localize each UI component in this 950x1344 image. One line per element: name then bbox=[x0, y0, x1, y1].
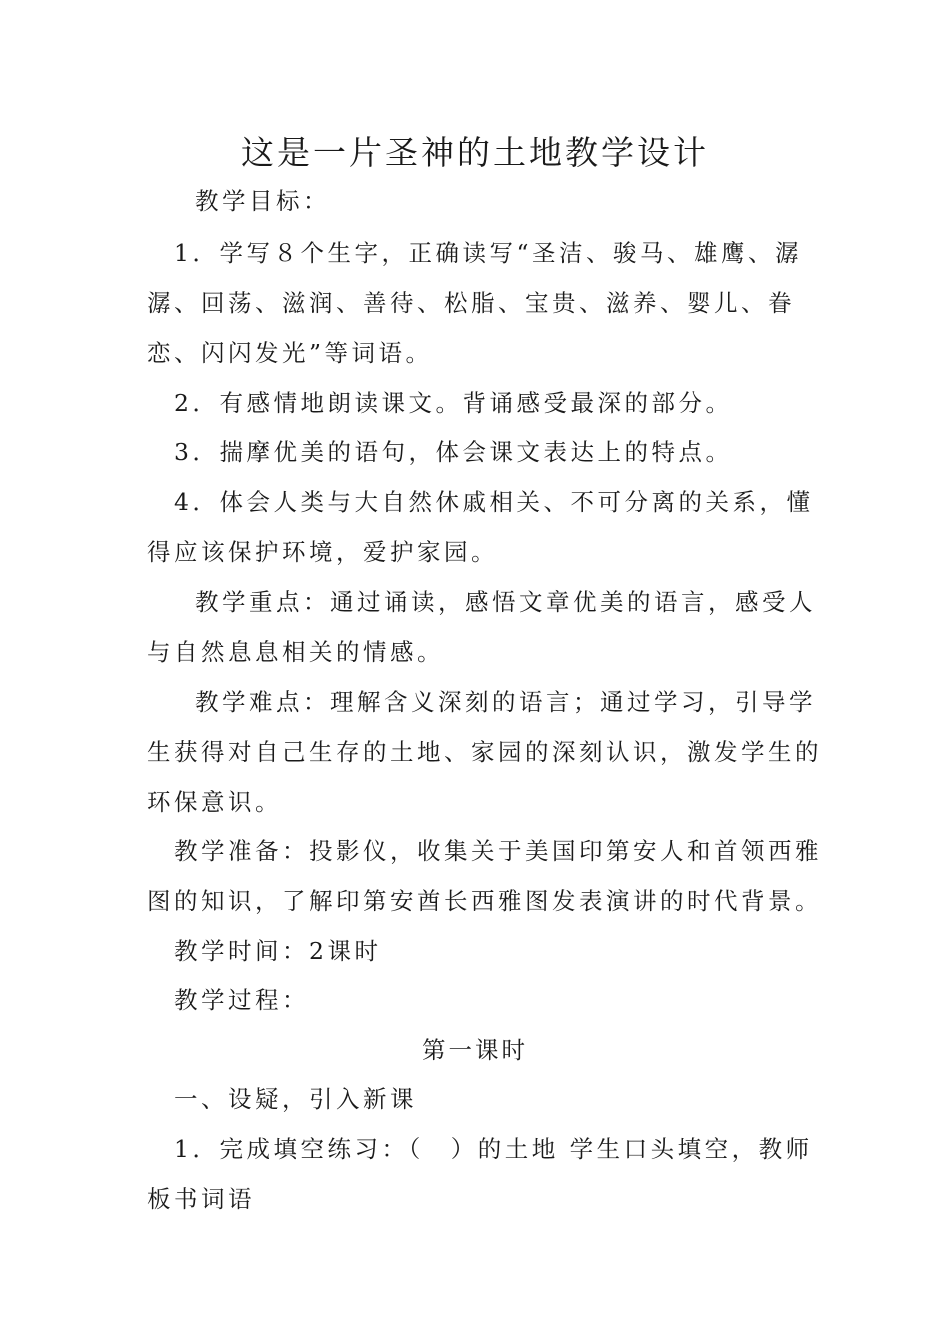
key-points: 教学重点：通过诵读，感悟文章优美的语言，感受人与自然息息相关的情感。 bbox=[147, 588, 816, 666]
teaching-time: 教学时间：2课时 bbox=[174, 937, 382, 965]
section-1-heading: 一、设疑，引入新课 bbox=[174, 1085, 417, 1113]
objective-2: 2．有感情地朗读课文。背诵感受最深的部分。 bbox=[174, 389, 733, 417]
objectives-heading: 教学目标： bbox=[195, 187, 330, 215]
step-1: 1．完成填空练习：（ ）的土地 学生口头填空，教师板书词语 bbox=[147, 1135, 813, 1213]
document-title: 这是一片圣神的土地教学设计 bbox=[241, 133, 709, 172]
difficulties: 教学难点：理解含义深刻的语言；通过学习，引导学生获得对自己生存的土地、家园的深刻认识，激发学生的环保意识。 bbox=[147, 688, 822, 816]
objective-3: 3．揣摩优美的语句，体会课文表达上的特点。 bbox=[174, 438, 733, 466]
process-heading: 教学过程： bbox=[174, 986, 309, 1014]
lesson-heading: 第一课时 bbox=[422, 1036, 528, 1064]
objective-4: 4．体会人类与大自然休戚相关、不可分离的关系，懂得应该保护环境，爱护家园。 bbox=[147, 488, 814, 566]
preparation: 教学准备：投影仪，收集关于美国印第安人和首领西雅图的知识，了解印第安酋长西雅图发表演讲的时代背景。 bbox=[147, 837, 822, 915]
objective-1: 1．学写８个生字，正确读写“圣洁、骏马、雄鹰、潺潺、回荡、滋润、善待、松脂、宝贵、滋养、婴儿、眷恋、闪闪发光”等词语。 bbox=[147, 239, 802, 367]
